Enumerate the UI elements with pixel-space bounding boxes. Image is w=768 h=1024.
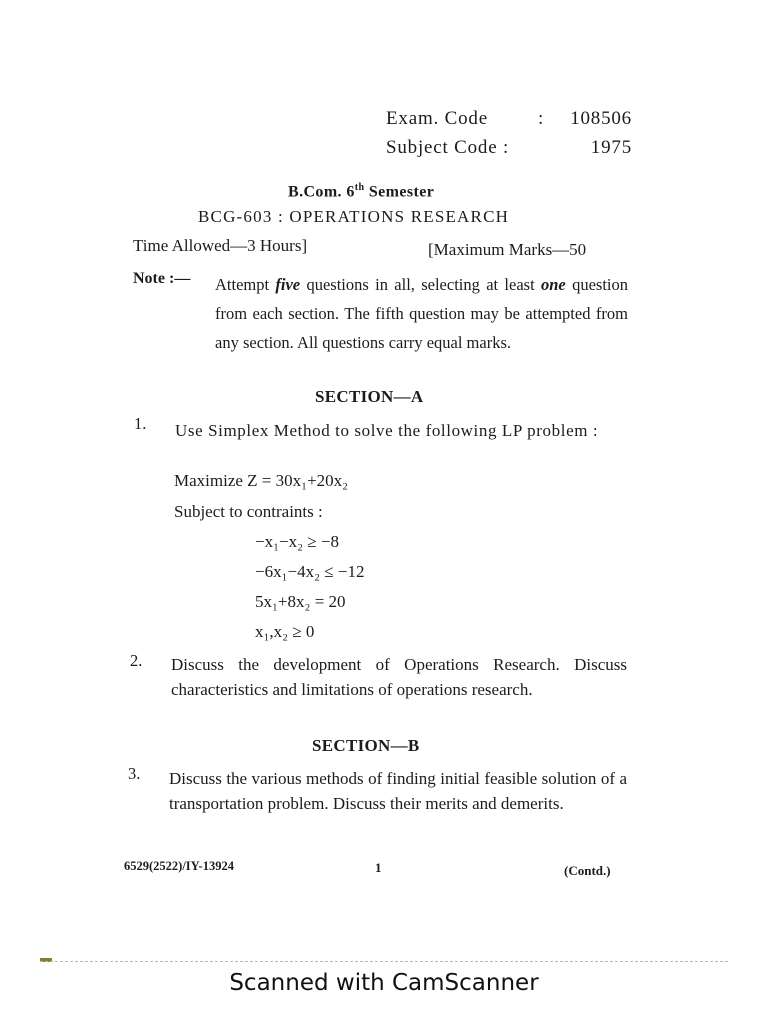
note-label: Note :— (133, 270, 191, 287)
scan-divider (40, 961, 728, 962)
question-2-number: 2. (130, 651, 143, 670)
constraint-4: x₁,x₂ ≥ 0 (255, 622, 315, 641)
semester-superscript: th (354, 182, 365, 193)
semester-prefix: B.Com. 6 (288, 183, 355, 201)
subject-code-label: Subject Code : (386, 137, 510, 158)
constraint-1: −x₁−x₂ ≥ −8 (255, 532, 339, 551)
paper-title: BCG-603 : OPERATIONS RESEARCH (198, 207, 510, 226)
question-2-text: Discuss the development of Operations Research. Discuss characteristics and limitations of operations research. (171, 655, 627, 699)
note-body (215, 270, 628, 357)
maximum-marks: [Maximum Marks—50 (428, 240, 587, 259)
constraint-3: 5x₁+8x₂ = 20 (255, 592, 346, 611)
subject-code-value: 1975 (590, 137, 632, 158)
question-3-text: Discuss the various methods of finding initial feasible solution of a transportation problem. Discuss their merits and demerits. (169, 769, 627, 813)
semester-title (288, 182, 434, 201)
exam-code-separator: : (538, 108, 545, 129)
footer-page-number: 1 (375, 860, 382, 875)
note-text-1: Attempt (215, 275, 276, 294)
note-text-3: question from each section. The fifth question may be attempted from any section. All questions carry equal marks. (215, 275, 628, 352)
question-3-number: 3. (128, 764, 141, 783)
question-1-number: 1. (134, 414, 147, 433)
section-b-heading: SECTION—B (312, 736, 420, 755)
note-emphasis-one: one (541, 275, 566, 294)
constraint-2: −6x₁−4x₂ ≤ −12 (255, 562, 365, 581)
note-text-2: questions in all, selecting at least (300, 275, 541, 294)
exam-code-value: 108506 (570, 108, 632, 129)
section-a-heading: SECTION—A (315, 387, 424, 406)
subject-code-row (386, 133, 632, 162)
camscanner-watermark: Scanned with CamScanner (229, 970, 539, 996)
footer-continued: (Contd.) (564, 863, 611, 878)
exam-code-label: Exam. Code (386, 108, 488, 129)
code-block (386, 104, 632, 162)
footer-paper-code: 6529(2522)/IY-13924 (124, 859, 234, 873)
question-1-text: Use Simplex Method to solve the following LP problem : (175, 421, 599, 440)
semester-suffix: Semester (364, 183, 435, 201)
exam-code-row (386, 104, 632, 133)
time-allowed: Time Allowed—3 Hours] (133, 236, 308, 255)
objective-function: Maximize Z = 30x₁+20x₂ (174, 471, 349, 490)
subject-to-label: Subject to contraints : (174, 502, 323, 521)
note-emphasis-five: five (275, 275, 301, 294)
